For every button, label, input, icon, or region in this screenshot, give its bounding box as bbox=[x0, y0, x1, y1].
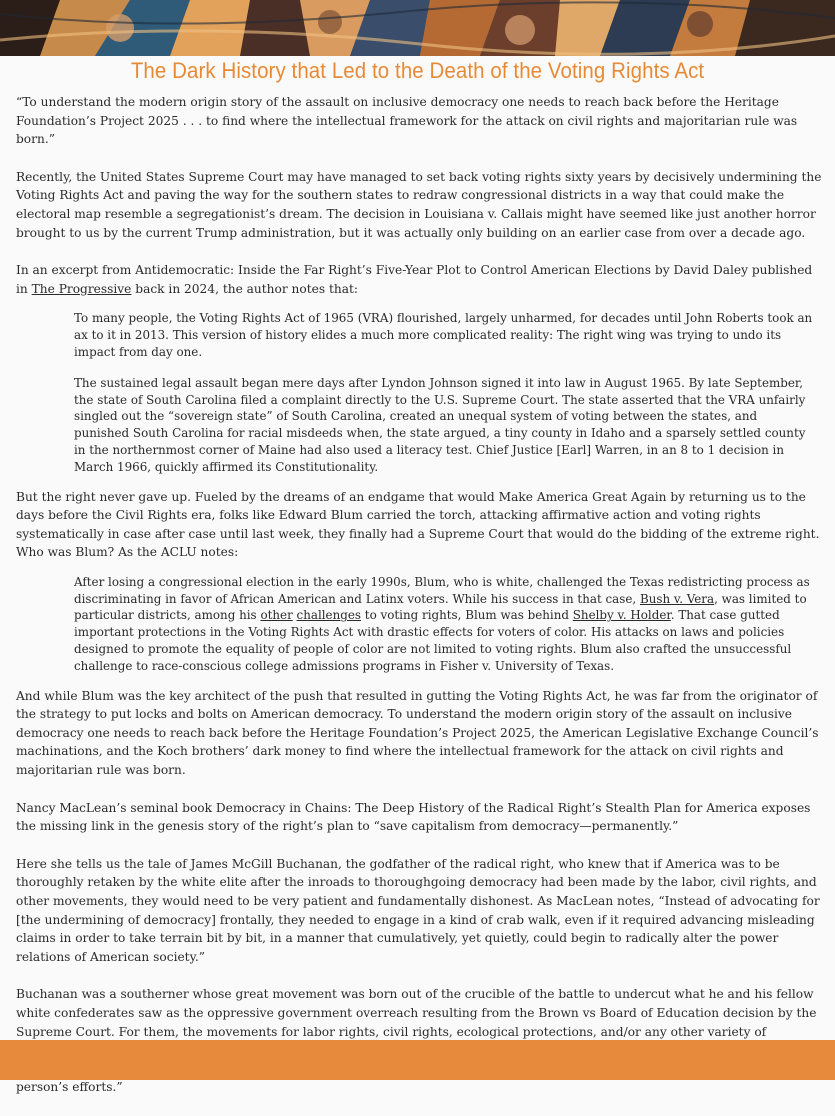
link-bush-v-vera[interactable]: Bush v. Vera bbox=[639, 591, 715, 606]
paragraph-supreme-court: Recently, the United States Supreme Court may have managed to set back voting rights sixty years by decisively undermining the Voting Rights Act and paving the way for the southern states to redraw congressional districts in a way that could make the electoral map resemble a segregationist’s dream. The decision in Louisiana v. Callais might have seemed like just another horror brought to us by the current Trump administration, but it was actually only building on an earlier case from over a decade ago. bbox=[16, 169, 822, 240]
aclu-quote-paragraph bbox=[74, 574, 816, 675]
article-body bbox=[16, 93, 824, 1116]
footer-bar bbox=[0, 1040, 835, 1080]
blockquote-aclu bbox=[74, 574, 816, 675]
header-banner-image bbox=[0, 0, 835, 56]
paragraph-excerpt-intro bbox=[16, 261, 824, 298]
aclu-text-e: . That case gutted important protections in the Voting Rights Act with drastic effects for voters of color. His attacks on laws and policies designed to promote the equality of people of color are not limited to voting rights. Blum also crafted the unsuccessful challenge to race-conscious college admissions programs in Fisher v. University of Texas. bbox=[74, 608, 792, 673]
paragraph-buchanan: Here she tells us the tale of James McGill Buchanan, the godfather of the radical right, who knew that if America was to be thoroughly retaken by the white elite after the inroads to thoroughgoing democracy had been made by the labor, civil rights, and other movements, they would need to be very patient and fundamentally dishonest. As MacLean notes, “Instead of advocating for [the undermining of democracy] frontally, they needed to engage in a kind of crab walk, even if it required advancing misleading claims in order to take terrain bit by bit, in a manner that cumulatively, yet quietly, could begin to radically alter the power relations of American society.” bbox=[16, 856, 820, 964]
intro-pull-quote: “To understand the modern origin story of the assault on inclusive democracy one needs to reach back before the Heritage Foundation’s Project 2025 . . . to find where the intellectual framework for the attack on civil rights and majoritarian rule was born.” bbox=[16, 95, 798, 147]
link-shelby-v-holder[interactable]: Shelby v. Holder bbox=[572, 608, 671, 623]
quote-paragraph-2: The sustained legal assault began mere days after Lyndon Johnson signed it into law in August 1965. By late September, the state of South Carolina filed a complaint directly to the U.S. Supreme Court. The state asserted that the VRA unfairly singled out the “sovereign state” of South Carolina, created an unequal system of voting between the states, and punished South Carolina for racial misdeeds when, the state argued, a tiny county in Idaho and a sparsely settled county in the northernmost corner of Maine had also used a literacy test. Chief Justice [Earl] Warren, in an 8 to 1 decision in March 1966, quickly affirmed its Constitutionality. bbox=[74, 375, 806, 474]
excerpt-intro-text: In an excerpt from Antidemocratic: Inside the Far Right’s Five-Year Plot to Control American Elections by David Daley published in bbox=[16, 263, 813, 296]
aclu-text-b: , was limited to particular districts, among his bbox=[74, 591, 807, 623]
link-other[interactable]: other bbox=[260, 608, 293, 623]
link-the-progressive[interactable]: The Progressive bbox=[31, 281, 132, 296]
banner-artwork bbox=[0, 0, 835, 56]
paragraph-blum: But the right never gave up. Fueled by the dreams of an endgame that would Make America Great Again by returning us to the days before the Civil Rights era, folks like Edward Blum carried the torch, attacking affirmative action and voting rights systematically in case after case until last week, they finally had a Supreme Court that would do the bidding of the extreme right. Who was Blum? As the ACLU notes: bbox=[16, 489, 820, 560]
aclu-text-a: After losing a congressional election in the early 1990s, Blum, who is white, challenged the Texas redistricting process as discriminating in favor of African American and Latinx voters. While his success in that case, bbox=[74, 574, 810, 606]
aclu-text-d: to voting rights, Blum was behind bbox=[361, 608, 573, 623]
paragraph-southerner: Buchanan was a southerner whose great movement was born out of the crucible of the battle to undercut what he and his fellow white confederates saw as the oppressive government overreach resulting from the Brown vs Board of Education decision by the Supreme Court. For them, the movements for labor rights, civil rights, ecological protections, and/or any other variety of person’s efforts.” bbox=[16, 987, 817, 1095]
paragraph-architect: And while Blum was the key architect of the push that resulted in gutting the Voting Rights Act, he was far from the originator of the strategy to put locks and bolts on American democracy. To understand the modern origin story of the assault on inclusive democracy one needs to reach back before the Heritage Foundation’s Project 2025, the American Legislative Exchange Council’s machinations, and the Koch brothers’ dark money to find where the intellectual framework for the attack on civil rights and majoritarian rule was born. bbox=[16, 688, 819, 778]
blockquote-daley bbox=[74, 310, 816, 475]
excerpt-intro-text-end: back in 2024, the author notes that: bbox=[131, 281, 358, 296]
paragraph-maclean: Nancy MacLean’s seminal book Democracy in Chains: The Deep History of the Radical Right’s Stealth Plan for America exposes the missing link in the genesis story of the right’s plan to “save capitalism from democracy—permanently.” bbox=[16, 800, 811, 834]
link-challenges[interactable]: challenges bbox=[296, 608, 362, 623]
article-title: The Dark History that Led to the Death of the Voting Rights Act bbox=[130, 58, 705, 83]
quote-paragraph-1: To many people, the Voting Rights Act of 1965 (VRA) flourished, largely unharmed, for decades until John Roberts took an ax to it in 2013. This version of history elides a much more complicated reality: The right wing was trying to undo its impact from day one. bbox=[74, 311, 813, 359]
